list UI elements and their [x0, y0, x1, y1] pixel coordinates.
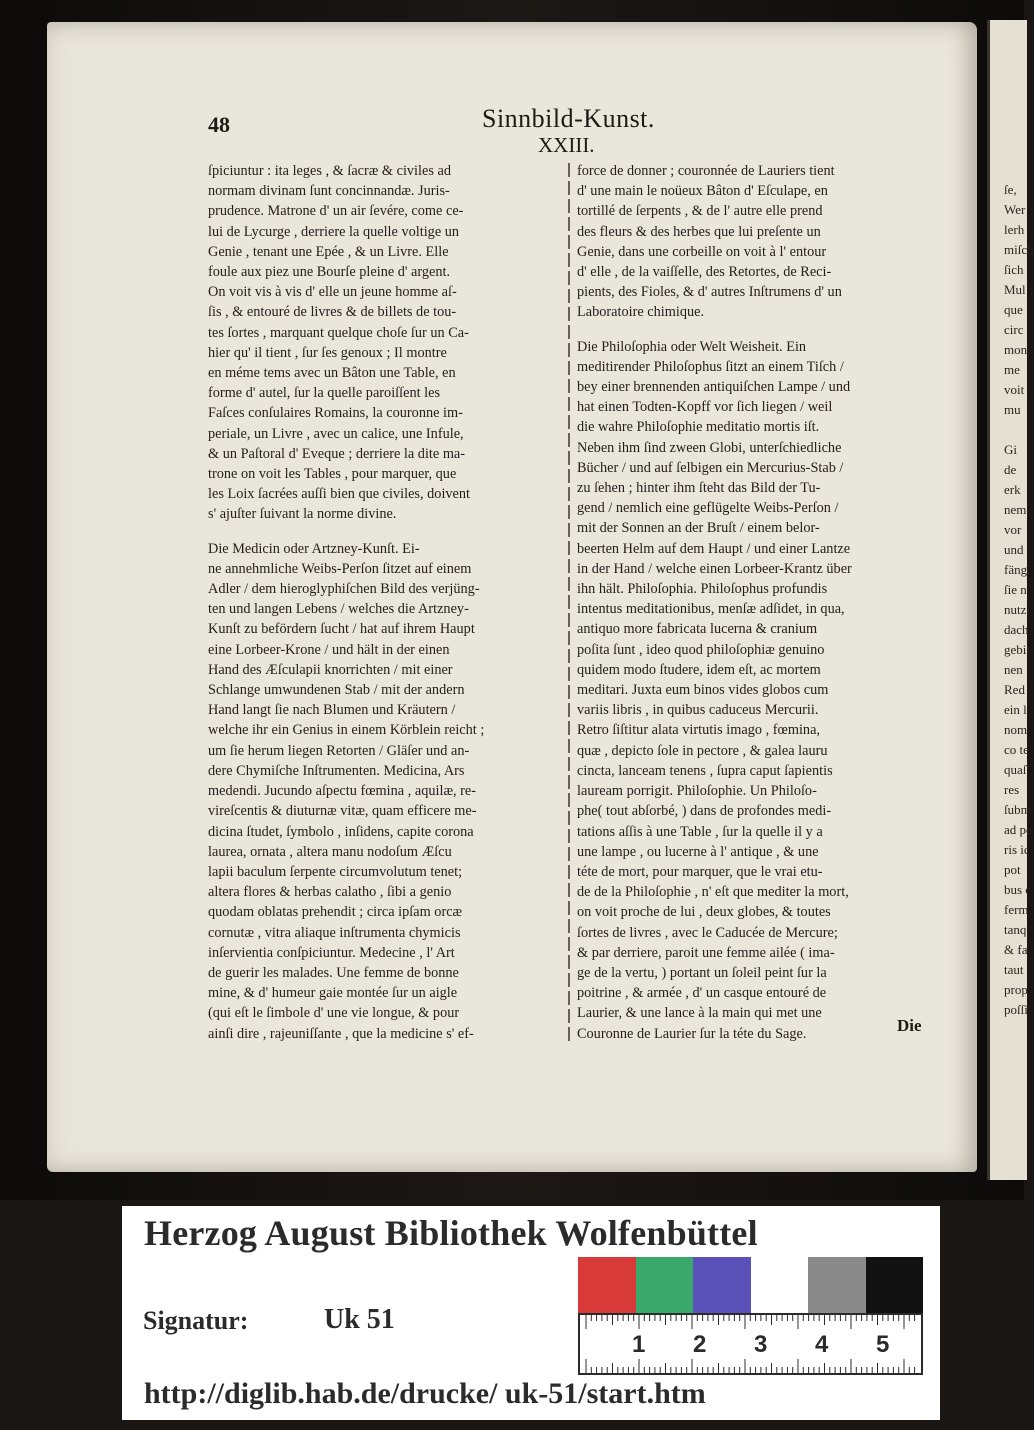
- paragraph-gap: [577, 323, 927, 337]
- text-line: hier qu' il tient , ſur ſes genoux ; Il montre: [208, 344, 447, 361]
- text-line: s' ajuſter ſuivant la norme divine.: [208, 506, 397, 523]
- text-line: (qui eſt le ſimbole d' une vie longue, & pour: [208, 1005, 460, 1022]
- text-line: d' elle , de la vaiſſelle, des Retortes, de Reci-: [577, 264, 832, 281]
- page-number: 48: [208, 112, 230, 137]
- facing-page-fragment: prop: [1004, 982, 1028, 997]
- text-line: Die Medicin oder Artzney-Kunſt. Ei-: [208, 540, 420, 557]
- text-line: force de donner ; couronnée de Lauriers tient: [577, 163, 835, 179]
- text-line: ſis , & entouré de livres & de billets de tou-: [208, 304, 457, 321]
- text-line: tortillé de ſerpents , & de l' autre elle prend: [577, 203, 823, 220]
- facing-page-fragment: Wer: [1004, 202, 1026, 217]
- text-line: variis libris , in quibus caduceus Mercurii.: [577, 702, 819, 719]
- facing-page-fragment: me: [1004, 362, 1020, 377]
- text-line: die wahre Philoſophie meditatio mortis iſt.: [577, 419, 820, 436]
- text-line: lauream porrigit. Philoſophie. Un Philoſo-: [577, 783, 817, 800]
- text-line: une lampe , ou lucerne à l' antique , & une: [577, 843, 819, 860]
- facing-page-fragment: nem: [1004, 502, 1027, 517]
- text-line: en méme tems avec un Bâton une Table, en: [208, 365, 456, 382]
- facing-page-fragment: ad pe: [1004, 822, 1032, 837]
- facing-page-fragment: poſſi: [1004, 1002, 1028, 1017]
- text-line: Genie, dans une corbeille on voit à l' entour: [577, 243, 827, 260]
- text-line: des fleurs & des herbes que lui preſente un: [577, 223, 821, 240]
- ruler-number: 4: [815, 1331, 829, 1358]
- ruler-number: 3: [754, 1331, 768, 1358]
- ruler-number: 2: [693, 1331, 707, 1358]
- text-line: inſervientia conſpiciuntur. Medecine , l' Art: [208, 944, 455, 961]
- facing-page-fragment: ein l: [1004, 702, 1027, 717]
- text-line: poitrine , & armée , d' un casque entouré de: [577, 985, 827, 1002]
- color-swatch: [636, 1257, 694, 1313]
- color-swatch: [866, 1257, 924, 1313]
- text-line: ainſi dire , rajeuniſſante , que la medicine s' ef-: [208, 1025, 474, 1042]
- facing-page-fragment: quaſ: [1004, 762, 1027, 777]
- text-line: dicina ſtudet, ſymbolo , inſidens, capite corona: [208, 823, 474, 840]
- text-line: prudence. Matrone d' un air ſevére, come ce-: [208, 203, 464, 220]
- text-line: foule aux piez une Bourſe pleine d' argent.: [208, 264, 451, 281]
- text-line: vireſcentis & diuturnæ vitæ, quam efficere me-: [208, 803, 477, 820]
- text-line: normam divinam ſunt concinnandæ. Juris-: [208, 183, 450, 200]
- facing-page-fragment: de: [1004, 462, 1017, 477]
- text-line: trone on voit les Tables , pour marquer, que: [208, 466, 457, 483]
- text-line: Faſces conſulaires Romains, la couronne im-: [208, 405, 463, 422]
- facing-page-fragment: pot: [1004, 862, 1021, 877]
- facing-page-fragment: mon.: [1004, 342, 1031, 357]
- facing-page-fragment: nen: [1004, 662, 1023, 677]
- facing-page-fragment: und: [1004, 542, 1024, 557]
- text-line: quidem modo ſtudere, idem eſt, ac mortem: [577, 661, 821, 678]
- text-line: quæ , depicto ſole in pectore , & galea lauru: [577, 742, 828, 759]
- text-line: Bücher / und auf ſelbigen ein Mercurius-Stab /: [577, 459, 844, 476]
- text-line: meditirender Philoſophus ſitzt an einem Tiſch /: [577, 358, 844, 375]
- text-line: Retro ſiſtitur alata virtutis imago , fœmina,: [577, 722, 820, 739]
- text-line: Neben ihm ſind zween Globi, unterſchiedliche: [577, 439, 842, 456]
- text-line: on voit proche de lui , deux globes, & toutes: [577, 904, 831, 921]
- ruler-number: 1: [632, 1331, 646, 1358]
- text-line: tations aſſis à une Table , ſur la quelle il y a: [577, 823, 823, 840]
- text-line: zu ſehen ; hinter ihm ſteht das Bild der Tu-: [577, 480, 821, 497]
- text-line: & un Paſtoral d' Eveque ; derriere la dite ma-: [208, 445, 466, 462]
- facing-page-fragment: fäng: [1004, 562, 1028, 577]
- text-line: & par derriere, paroit une femme ailée ( ima-: [577, 944, 835, 961]
- text-line: d' une main le noüeux Bâton d' Eſculape, en: [577, 183, 828, 200]
- paragraph-gap: [208, 525, 563, 539]
- text-line: um ſie herum liegen Retorten / Gläſer und an-: [208, 742, 470, 759]
- facing-page-fragment: nutzl: [1004, 602, 1030, 617]
- facing-page-fragment: ſubm: [1004, 802, 1031, 817]
- facing-page-fragment: co te: [1004, 742, 1029, 757]
- text-line: Adler / dem hieroglyphiſchen Bild des verjüng-: [208, 581, 480, 598]
- text-line: mit der Sonnen an der Bruſt / einem belor-: [577, 520, 820, 537]
- text-line: Die Philoſophia oder Welt Weisheit. Ein: [577, 338, 807, 355]
- facing-page-fragment: mu: [1004, 402, 1021, 417]
- text-line: hat einen Todten-Kopff vor ſich liegen / weil: [577, 399, 833, 416]
- facing-page-fragment: taut: [1004, 962, 1024, 977]
- text-line: On voit vis à vis d' elle un jeune homme aſ-: [208, 284, 457, 301]
- text-line: antiquo more fabricata lucerna & cranium: [577, 621, 818, 638]
- text-line: pients, des Fioles, & d' autres Inſtrumens d' un: [577, 284, 842, 301]
- right-text-column: [577, 161, 927, 1044]
- facing-page-fragment: ferm: [1004, 902, 1029, 917]
- text-line: cornutæ , vitra aliaque inſtrumenta chymicis: [208, 924, 461, 941]
- text-line: bey einer brennenden antiquiſchen Lampe / und: [577, 379, 851, 396]
- facing-page-fragment: ſich: [1004, 262, 1024, 277]
- facing-page-fragment: vor: [1004, 522, 1022, 537]
- facing-page-fragment: que: [1004, 302, 1023, 317]
- text-line: Couronne de Laurier ſur la téte du Sage.: [577, 1025, 807, 1042]
- text-line: welche ihr ein Genius in einem Körblein reicht ;: [208, 722, 485, 739]
- text-line: ſpiciuntur : ita leges , & ſacræ & civiles ad: [208, 163, 451, 179]
- text-line: intentus meditationibus, menſæ adſidet, in qua,: [577, 601, 845, 618]
- text-line: mine, & d' humeur gaie montée ſur un aigle: [208, 985, 458, 1002]
- text-line: téte de mort, pour marquer, que le vrai etu-: [577, 863, 823, 880]
- scale-ruler: [578, 1313, 923, 1375]
- text-line: eine Lorbeer-Krone / und hält in der einen: [208, 641, 450, 658]
- facing-page-fragment: Gi: [1004, 442, 1017, 457]
- text-line: phe( tout abſorbé, ) dans de profondes medi-: [577, 803, 832, 820]
- text-line: poſita ſunt , ideo quod philoſophiæ genuino: [577, 641, 825, 658]
- signature-label: Signatur:: [143, 1306, 249, 1335]
- facing-page-fragment: voit: [1004, 382, 1025, 397]
- text-line: Kunſt zu befördern ſucht / hat auf ihrem Haupt: [208, 621, 475, 638]
- text-line: Hand des Æſculapii knorrichten / mit einer: [208, 661, 453, 678]
- text-line: Schlange umwundenen Stab / mit der andern: [208, 682, 465, 699]
- facing-page-fragment: res: [1004, 782, 1020, 797]
- text-line: medendi. Jucundo aſpectu fœmina , aquilæ, re-: [208, 783, 476, 800]
- library-name: Herzog August Bibliothek Wolfenbüttel: [144, 1213, 758, 1253]
- text-line: tes ſortes , marquant quelque choſe ſur un Ca-: [208, 324, 469, 341]
- color-swatch: [808, 1257, 866, 1313]
- text-line: lui de Lycurge , derriere la quelle voltige un: [208, 223, 460, 240]
- facing-page-fragment: miſch: [1004, 242, 1034, 257]
- text-line: gend / nemlich eine geflügelte Weibs-Perſon /: [577, 500, 839, 517]
- text-line: dere Chymiſche Inſtrumenten. Medicina, Ars: [208, 762, 465, 779]
- facing-page-fragment: Red: [1004, 682, 1025, 697]
- text-line: laurea, ornata , altera manu nodoſum Æſcu: [208, 843, 452, 860]
- facing-page-fragment: gebil: [1004, 642, 1030, 657]
- text-line: periale, un Livre , avec un calice, une Infule,: [208, 425, 464, 442]
- text-line: de guerir les malades. Une femme de bonne: [208, 964, 459, 981]
- facing-page-fragment: Mul: [1004, 282, 1026, 297]
- running-head: Sinnbild-Kunst.: [482, 104, 655, 133]
- color-calibration-swatches: [578, 1257, 923, 1313]
- text-line: Hand langt ſie nach Blumen und Kräutern /: [208, 702, 456, 719]
- facing-page-fragment: tanq: [1004, 922, 1027, 937]
- color-swatch: [578, 1257, 636, 1313]
- text-line: ihn hält. Philoſophia. Philoſophus profundis: [577, 581, 828, 598]
- facing-page-edge: [987, 20, 1034, 1180]
- text-line: ge de la vertu, ) portant un ſoleil peint ſur la: [577, 964, 827, 981]
- facing-page-fragment: nom: [1004, 722, 1028, 737]
- text-line: forme d' autel, ſur la quelle paroiſſent les: [208, 385, 441, 402]
- color-swatch: [693, 1257, 751, 1313]
- left-text-column: [208, 161, 563, 1044]
- text-line: ten und langen Lebens / welches die Artzney-: [208, 601, 469, 618]
- color-swatch: [751, 1257, 809, 1313]
- digital-library-url[interactable]: http://diglib.hab.de/drucke/ uk-51/start.htm: [144, 1377, 706, 1410]
- facing-page-fragment: ſie n: [1004, 582, 1027, 597]
- text-line: altera flores & herbas calatho , ſibi a genio: [208, 884, 452, 901]
- facing-page-fragment: ſe,: [1004, 182, 1017, 197]
- text-line: meditari. Juxta eum binos vides globos cum: [577, 682, 829, 699]
- text-line: in der Hand / welche einen Lorbeer-Krantz über: [577, 560, 852, 577]
- facing-page-fragment: ris ic: [1004, 842, 1030, 857]
- text-line: cincta, lanceam tenens , ſupra caput ſapientis: [577, 762, 833, 779]
- facing-page-fragment: & fa: [1004, 942, 1028, 957]
- text-line: Laboratoire chimique.: [577, 304, 705, 321]
- facing-page-fragment: erk: [1004, 482, 1021, 497]
- text-line: ne annehmliche Weibs-Perſon ſitzet auf einem: [208, 560, 472, 577]
- text-line: Laurier, & une lance à la main qui met une: [577, 1005, 822, 1022]
- catchword: Die: [897, 1016, 922, 1035]
- plate-number: XXIII.: [538, 133, 595, 157]
- column-rule: [568, 163, 570, 1043]
- text-line: beerten Helm auf dem Haupt / und einer Lantze: [577, 540, 851, 557]
- facing-page-fragment: circ: [1004, 322, 1024, 337]
- facing-page-fragment: [990, 420, 1027, 440]
- signature-value: Uk 51: [324, 1304, 395, 1335]
- facing-page-fragment: lerh: [1004, 222, 1025, 237]
- text-line: lapii baculum ſerpente circumvolutum tenet;: [208, 863, 463, 880]
- facing-page-fragment: bus c: [1004, 882, 1032, 897]
- text-line: de de la Philoſophie , n' eſt que mediter la mort,: [577, 884, 849, 901]
- text-line: Genie , tenant une Epée , & un Livre. Elle: [208, 243, 449, 260]
- text-line: quodam oblatas prehendit ; circa ipſam orcæ: [208, 904, 463, 921]
- text-line: ſortes de livres , avec le Caducée de Mercure;: [577, 924, 838, 941]
- text-line: les Loix ſacrées auſſi bien que civiles, doivent: [208, 486, 471, 503]
- facing-page-fragment: dach: [1004, 622, 1029, 637]
- ruler-number: 5: [876, 1331, 890, 1358]
